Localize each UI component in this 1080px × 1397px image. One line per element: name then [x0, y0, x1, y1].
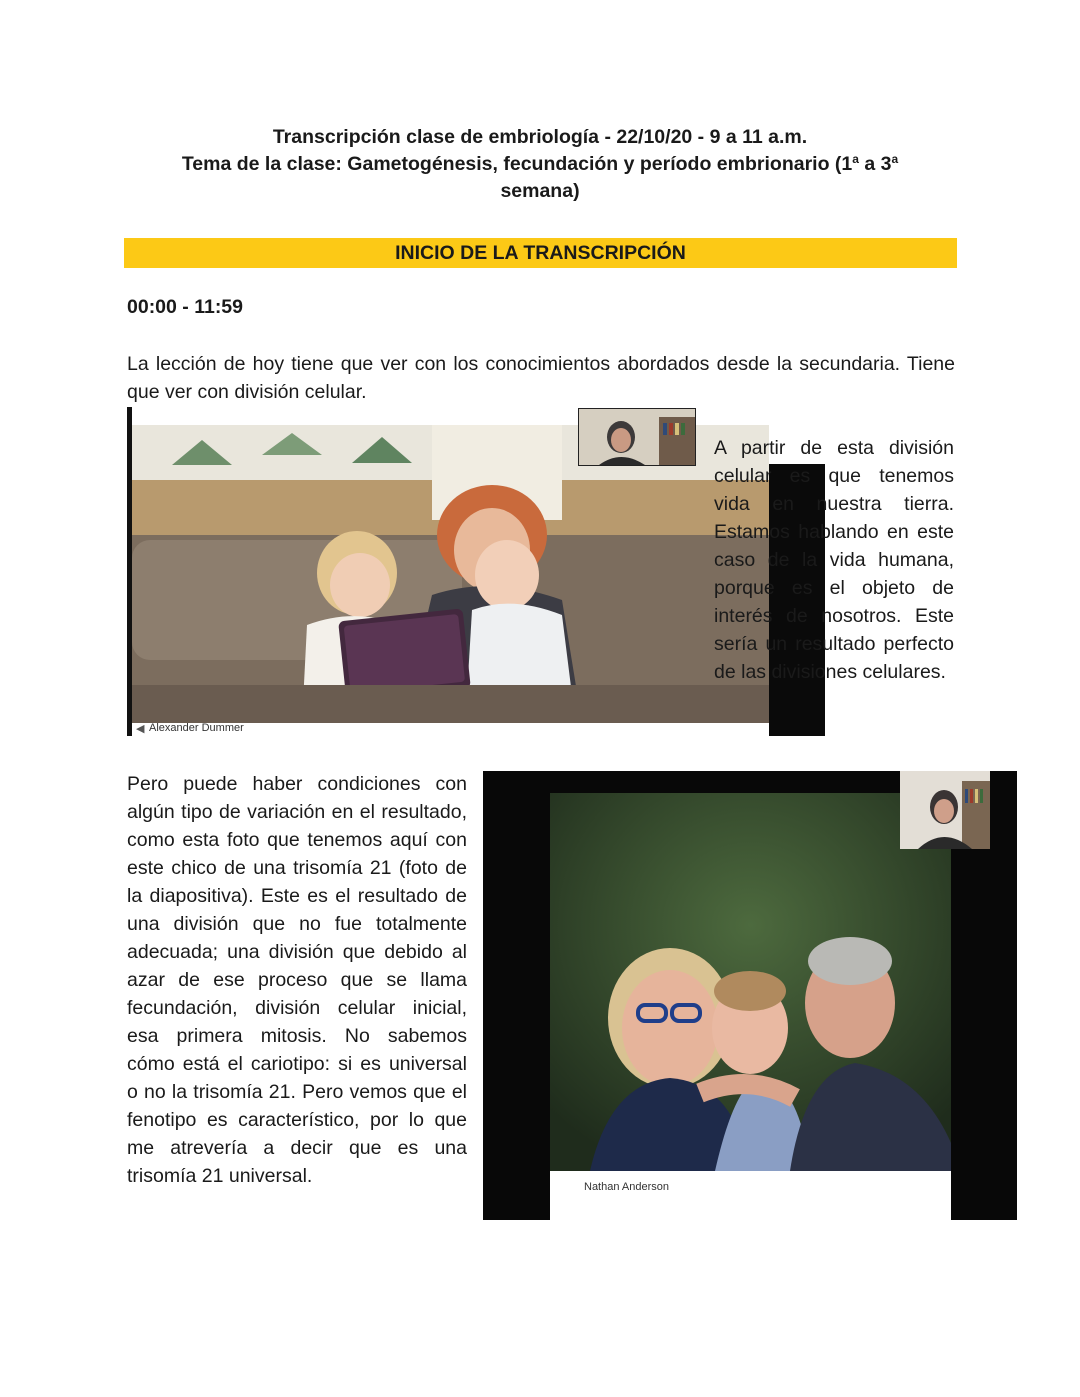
slide-caption-bar: [550, 1171, 951, 1220]
document-title-block: [120, 124, 960, 205]
superscript: a: [852, 152, 859, 166]
timestamp-range: 00:00 - 11:59: [127, 296, 244, 318]
photo-mother-children: [132, 425, 769, 723]
arrow-left-icon: ◀: [136, 723, 145, 735]
paragraph-trisomy: Pero puede haber condiciones con algún tipo de variación en el resultado, como esta foto que tenemos aquí con este chico de una trisomía 21 (foto de la diapositiva). Este es el resultado de una división que no fue totalmente adecuada; una división que debido al azar de ese proceso que se llama fecundación, división celular inicial, esa primera mitosis. No sabemos cómo está el cariotipo: si es universal o no la trisomía 21. Pero vemos que el fenotipo es característico, por lo que me atrevería a decir que es una trisomía 21 universal.: [127, 773, 467, 1187]
section-banner: INICIO DE LA TRANSCRIPCIÓN: [124, 238, 957, 268]
document-subtitle: [120, 151, 960, 178]
slide-screenshot-trisomy: [483, 771, 1017, 1220]
photo-family-trisomy: [550, 793, 951, 1171]
photo-credit-2: Nathan Anderson: [584, 1181, 670, 1193]
webcam-thumbnail-speaker: [578, 408, 696, 466]
superscript: a: [891, 152, 899, 166]
subtitle-text: Tema de la clase: Gametogénesis, fecundación y período embrionario (1: [181, 153, 853, 175]
paragraph-intro: La lección de hoy tiene que ver con los conocimientos abordados desde la secundaria. Tiene que ver con división celular.: [127, 353, 955, 403]
paragraph-cell-division: A partir de esta división celular es que tenemos vida en nuestra tierra. Estamos hablando en este caso de la vida humana, porque es el objeto de interés de nosotros. Este sería un resultado perfecto de las divisiones celulares.: [714, 437, 954, 683]
photo-credit-1: Alexander Dummer: [149, 722, 244, 734]
document-title: Transcripción clase de embriología - 22/10/20 - 9 a 11 a.m.: [272, 126, 808, 148]
document-subtitle-end: semana): [500, 180, 580, 202]
webcam-thumbnail-speaker-2: [900, 771, 990, 849]
subtitle-text-mid: a 3: [858, 153, 892, 175]
